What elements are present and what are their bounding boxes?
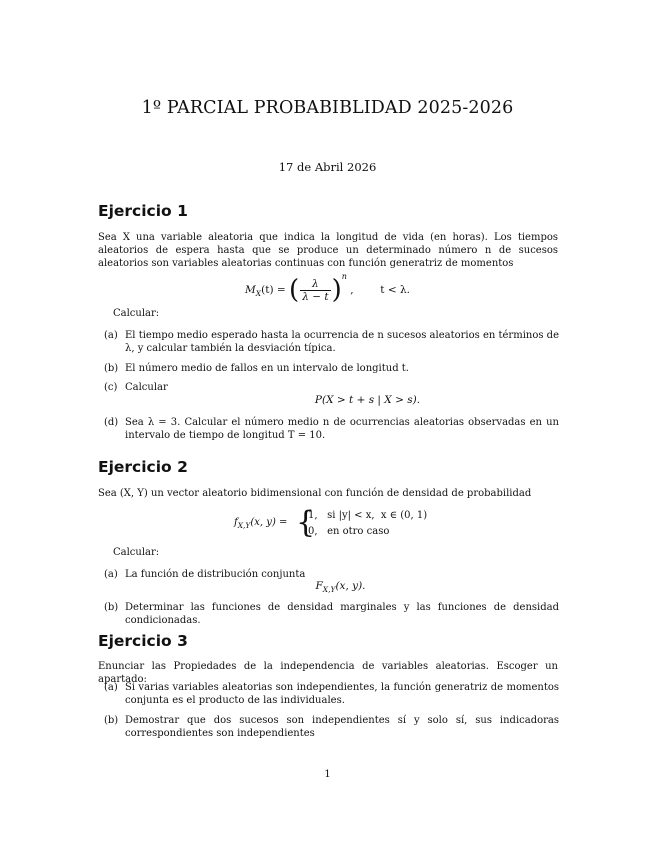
density-subscript: X,Y [237,521,251,530]
exercise-1-heading: Ejercicio 1 [98,202,188,220]
exam-date: 17 de Abril 2026 [278,160,377,174]
mgf-formula [0,272,655,303]
mgf-subscript: X [255,289,262,299]
mgf-exponent: n [341,272,347,281]
mgf-numerator: λ [300,278,330,291]
density-case-1: 1, si |y| < x, x ∈ (0, 1) [308,510,428,521]
mgf-condition: , t < λ. [350,284,410,296]
exercise-3-heading: Ejercicio 3 [98,632,188,650]
density-case-2: 0, en otro caso [308,526,390,537]
mgf-lhs: M [245,284,256,296]
exercise-3-intro: Enunciar las Propiedades de la independencia de variables aleatorias. Escoger un apartado: [98,661,558,685]
exercise-1-calcular: Calcular: [113,308,160,319]
page-title: 1º PARCIAL PROBABIBLIDAD 2025-2026 [141,98,514,118]
exercise-1-intro: Sea X una variable aleatoria que indica la longitud de vida (en horas). Los tiempos aleatorios de espera hasta que se produce un determinado número n de sucesos aleatorios son variables aleatorias continuas con función generatriz de momentos [98,232,558,269]
right-paren: ) [331,275,342,305]
page-number: 1 [324,769,331,780]
density-argument: (x, y) = [250,517,288,528]
density-lhs: f [234,517,238,528]
joint-cdf-formula: $F_{X,Y}(x$, y). [315,580,366,595]
mgf-fraction [300,278,330,303]
exercise-2-heading: Ejercicio 2 [98,458,188,476]
exercise-2-calcular: Calcular: [113,547,160,558]
mgf-argument: (t) = [261,284,286,296]
exam-page: 1º PARCIAL PROBABIBLIDAD 2025-2026 17 de Abril 2026 Ejercicio 1 Sea X una variable aleatoria que indica la longitud de vida (en horas). Los tiempos aleatorios de espera hasta que se produce un determinado número n de sucesos aleatorios son variables aleatorias continuas con función generatriz de momentos $M_X(t)$ = ( $\frac{\lambda}{\lambda - t}$ )$^n$ , t < λ. Calcular: (a) El tiempo medio esperado hasta la ocurrencia de n sucesos aleatorios en términos de λ, y calcular también la desviación típica. (b) El número medio de fallos en un intervalo de longitud t. (c) Calcular P(X > t + s | X > s). (d) Sea λ = 3. Calcular el número medio n de ocurrencias aleatorias observadas en un intervalo de tiempo de longitud T = 10. Ejercicio 2 Sea (X, Y) un vector aleatorio bidimensional con función de densidad de probabilidad $f_{X,Y}(x$, y) = { 1, si |y| < x, x ∈ (0, 1) 0, en otro caso Calcular: (a) La función de distribución conjunta $F_{X,Y}(x$, y). (b) Determinar las funciones de densidad marginales y las funciones de densidad condicionadas. Ejercicio 3 Enunciar las Propiedades de la independencia de variables aleatorias. Escoger un apartado: (a) Si varias variables aleatorias son independientes, la función generatriz de momentos conjunta es el producto de las individuales. (b) Demostrar que dos sucesos son independientes sí y solo sí, sus indicadoras correspondientes son independientes 1 [0,0,655,848]
exercise-2-intro: Sea (X, Y) un vector aleatorio bidimensional con función de densidad de probabilidad [98,488,532,499]
density-formula [234,505,434,542]
left-brace: { [296,505,316,540]
conditional-probability-formula: P(X > t + s | X > s). [314,394,421,406]
mgf-denominator: λ − t [302,290,329,303]
left-paren: ( [289,275,300,305]
